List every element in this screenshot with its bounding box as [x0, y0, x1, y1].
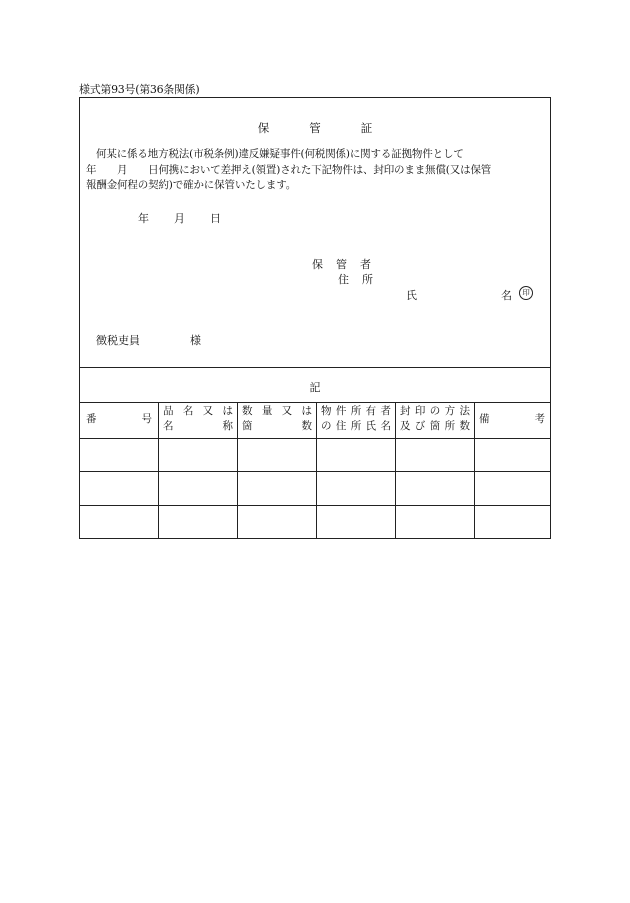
- divider-top: [80, 367, 550, 368]
- body-line-1: 何某に係る地方税法(市税条例)違反嫌疑事件(何税関係)に関する証拠物件として: [96, 148, 464, 160]
- date-month: 月: [174, 212, 185, 225]
- keeper-address-label: 住所: [338, 273, 386, 286]
- column-divider-2: [237, 402, 238, 539]
- form-reference: 様式第93号(第36条関係): [79, 83, 200, 96]
- header-seal-method: 封 印 の 方 法 及 び 箇 所 数: [400, 405, 470, 432]
- column-divider-4: [395, 402, 396, 539]
- keeper-title: 保管者: [312, 258, 384, 271]
- certificate-body: [86, 147, 548, 194]
- table-top-line: [80, 402, 550, 403]
- keeper-name-label-a: 氏: [406, 289, 417, 302]
- date-year: 年: [138, 212, 149, 225]
- column-divider-1: [158, 402, 159, 539]
- header-item-name: 品 名 又 は 名 称: [163, 405, 233, 432]
- body-line-2: 年 月 日何携において差押え(領置)された下記物件は、封印のまま無償(又は保管: [86, 163, 492, 176]
- certificate-form: [79, 97, 551, 539]
- table-header-line: [80, 438, 550, 439]
- date-line: [138, 210, 221, 226]
- table-row-line-2: [80, 505, 550, 506]
- form-title: 保管証: [257, 121, 413, 135]
- addressee-honorific: 様: [190, 334, 201, 347]
- body-line-3: 報酬金何程の契約)で確かに保管いたします。: [86, 179, 297, 191]
- seal-mark-icon: 印: [519, 286, 533, 300]
- date-day: 日: [210, 212, 221, 225]
- table-row-line-1: [80, 471, 550, 472]
- column-divider-5: [474, 402, 475, 539]
- keeper-name-label-b: 名: [501, 289, 512, 302]
- header-quantity: 数 量 又 は 箇 数: [242, 405, 312, 432]
- header-number: 番 号: [86, 413, 152, 425]
- header-owner: 物 件 所 有 者 の 住 所 氏 名: [321, 405, 391, 432]
- addressee-name: 徴税吏員: [96, 334, 140, 347]
- header-remarks: 備 考: [479, 413, 545, 425]
- column-divider-3: [316, 402, 317, 539]
- ki-heading: 記: [309, 381, 321, 394]
